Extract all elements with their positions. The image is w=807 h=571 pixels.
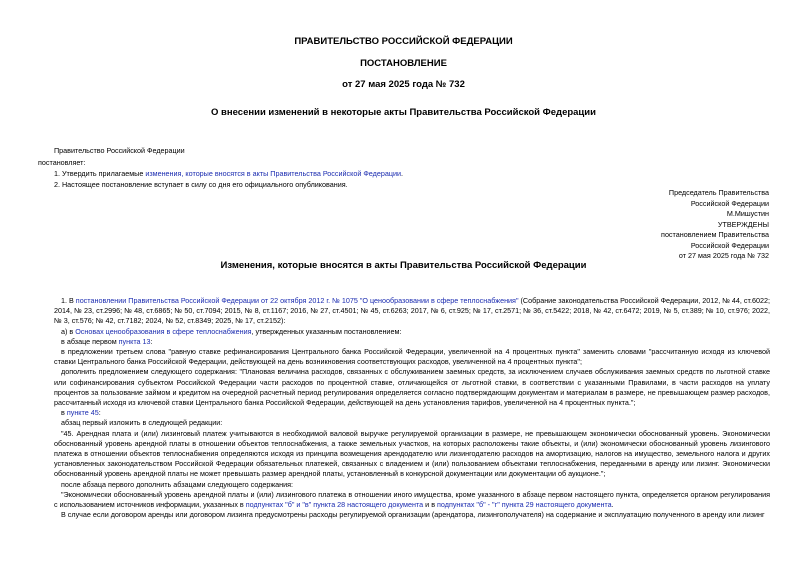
paragraph-d: дополнить предложением следующего содержания: "Плановая величина расходов, связанных с обслуживанием заемных средств, за исключением случаев обслуживания заемных средств по льготной ставке или софинансирования субъектом Российской Федерации части расходов по процентной ставке, отличающейся от льготной ставки, в соответствии с указанными Правилами, в части расходов на уплату процентов за пользование займом и кредитом на очередной расчетный период регулирования определяется согласно подтверждающим документам и материалам в размере, не превышающем размер расходов, рассчитанный исходя из ключевой ставки Центрального банка Российской Федерации, действующей на день установления тарифов, увеличенной на 4 процентных пункта."; [54, 367, 770, 408]
item-28-link[interactable]: подпунктах "б" и "в" пункта 28 настоящего документа [245, 500, 424, 510]
paragraph-a [54, 327, 770, 337]
pb-prefix: в абзаце первом [61, 336, 119, 346]
pe-suffix: : [98, 408, 101, 418]
section-title: Изменения, которые вносятся в акты Правительства Российской Федерации [220, 260, 587, 271]
changes-link[interactable]: изменения, которые вносятся в акты Правительства Российской Федерации [145, 169, 401, 178]
approved-label: УТВЕРЖДЕНЫ [717, 219, 769, 229]
pa-suffix: , утвержденных указанным постановлением: [251, 326, 402, 336]
p1-suffix: (Собрание законодательства Российской Федерации, 2012, № 44, ст.6022; 2014, № 23, ст.2996; № 48, ст.6865; № 50, ст.7094; 2015, № 8, ст.1167; 2016, № 27, ст.4501; № 45, ст.6263; 2017, № 6, ст.925; № 17, ст.2571; № 36, ст.5422; 2018, № 42, ст.6472; 2019, № 5, ст.389; № 10, ст.976; 2022, № 3, ст.576; № 42, ст.7182; 2024, № 52, ст.8349; 2025, № 17, ст.2152): [54, 296, 770, 326]
pi-mid: и в [423, 500, 438, 510]
pb-suffix: : [150, 336, 153, 346]
paragraph-b [54, 337, 770, 347]
paragraph-c: в предложении третьем слова "равную ставке рефинансирования Центрального банка Российской Федерации, увеличенной на 4 процентных пункта" заменить словами "рассчитанную исходя из ключевой ставки Центрального банка Российской Федерации, действующей на день возникновения соответствующих расходов, увеличенной на 4 процентных пункта"; [54, 347, 770, 367]
approved-by: постановлением Правительства [661, 230, 769, 239]
approved-org: Российской Федерации [690, 240, 769, 250]
paragraph-g: "45. Арендная плата и (или) лизинговый платеж учитываются в необходимой валовой выручке регулируемой организации в размере, не превышающем экономически обоснованный уровень. Экономически обоснованный уровень арендной платы в отношении объектов теплоснабжения, а также земельных участков, на которых расположены такие объекты, и (или) экономически обоснованный уровень лизингового платежа в отношении объектов теплоснабжения определяются исходя из принципа возмещения арендодателю или лизингодателю расходов на амортизацию, налогов на имущество, земельного налога и других установленных законодательством Российской Федерации обязательных платежей, связанных с владением и (или) пользованием объектами теплоснабжения, переданными в аренду или лизинг. Экономически обоснованный уровень арендной платы не может превышать размер арендной платы, установленный в конкурсной документации или документации об аукционе."; [54, 428, 770, 479]
paragraph-h: после абзаца первого дополнить абзацами следующего содержания: [61, 479, 294, 489]
document-body [54, 296, 770, 520]
item-29-link[interactable]: подпунктах "б" - "г" пункта 29 настоящего документа [437, 500, 612, 510]
approved-date: от 27 мая 2025 года № 732 [678, 251, 769, 260]
signer-org: Российской Федерации [690, 198, 769, 208]
paragraph-j: В случае если договором аренды или договором лизинга предусмотрены расходы регулируемой организации (арендатора, лизингополучателя) на содержание и эксплуатацию полученного в аренду или лизинг [61, 510, 765, 520]
p1-prefix: 1. В [61, 296, 76, 305]
intro-item-1 [54, 169, 403, 178]
intro-line-1: Правительство Российской Федерации [54, 146, 185, 155]
signer-name: М.Мишустин [726, 209, 769, 218]
intro-line-2: постановляет: [38, 158, 86, 167]
paragraph-1 [54, 296, 770, 327]
pricing-basics-link[interactable]: Основах ценообразования в сфере теплоснабжения [75, 326, 252, 336]
issuer-heading: ПРАВИТЕЛЬСТВО РОССИЙСКОЙ ФЕДЕРАЦИИ [294, 36, 513, 47]
pa-prefix: а) в [61, 326, 76, 336]
item-45-link[interactable]: пункте 45 [66, 408, 99, 418]
pi-suffix: . [611, 500, 614, 510]
paragraph-f: абзац первый изложить в следующей редакции: [61, 418, 223, 428]
document-title: О внесении изменений в некоторые акты Правительства Российской Федерации [211, 107, 596, 118]
paragraph-e [54, 408, 770, 418]
signature-block [661, 188, 769, 262]
pe-prefix: в [61, 408, 67, 418]
pi-prefix: "Экономически обоснованный уровень арендной платы и (или) лизингового платежа в отношении иного имущества, кроме указанного в абзаце первом настоящего пункта, определяется органом регулирования с использованием источников информации, указанных в [54, 489, 770, 510]
paragraph-i [54, 490, 770, 510]
document-date-number: от 27 мая 2025 года № 732 [342, 79, 465, 90]
intro-item-2: 2. Настоящее постановление вступает в силу со дня его официального опубликования. [54, 180, 348, 189]
signer-position: Председатель Правительства [668, 188, 769, 197]
document-type: ПОСТАНОВЛЕНИЕ [360, 58, 447, 69]
intro-item-1-end: . [400, 169, 403, 178]
decree-1075-link[interactable]: постановлении Правительства Российской Федерации от 22 октября 2012 г. № 1075 "О ценообразовании в сфере теплоснабжения" [75, 296, 519, 305]
item-13-link[interactable]: пункта 13 [118, 336, 151, 346]
intro-item-1-text: 1. Утвердить прилагаемые [54, 169, 146, 178]
